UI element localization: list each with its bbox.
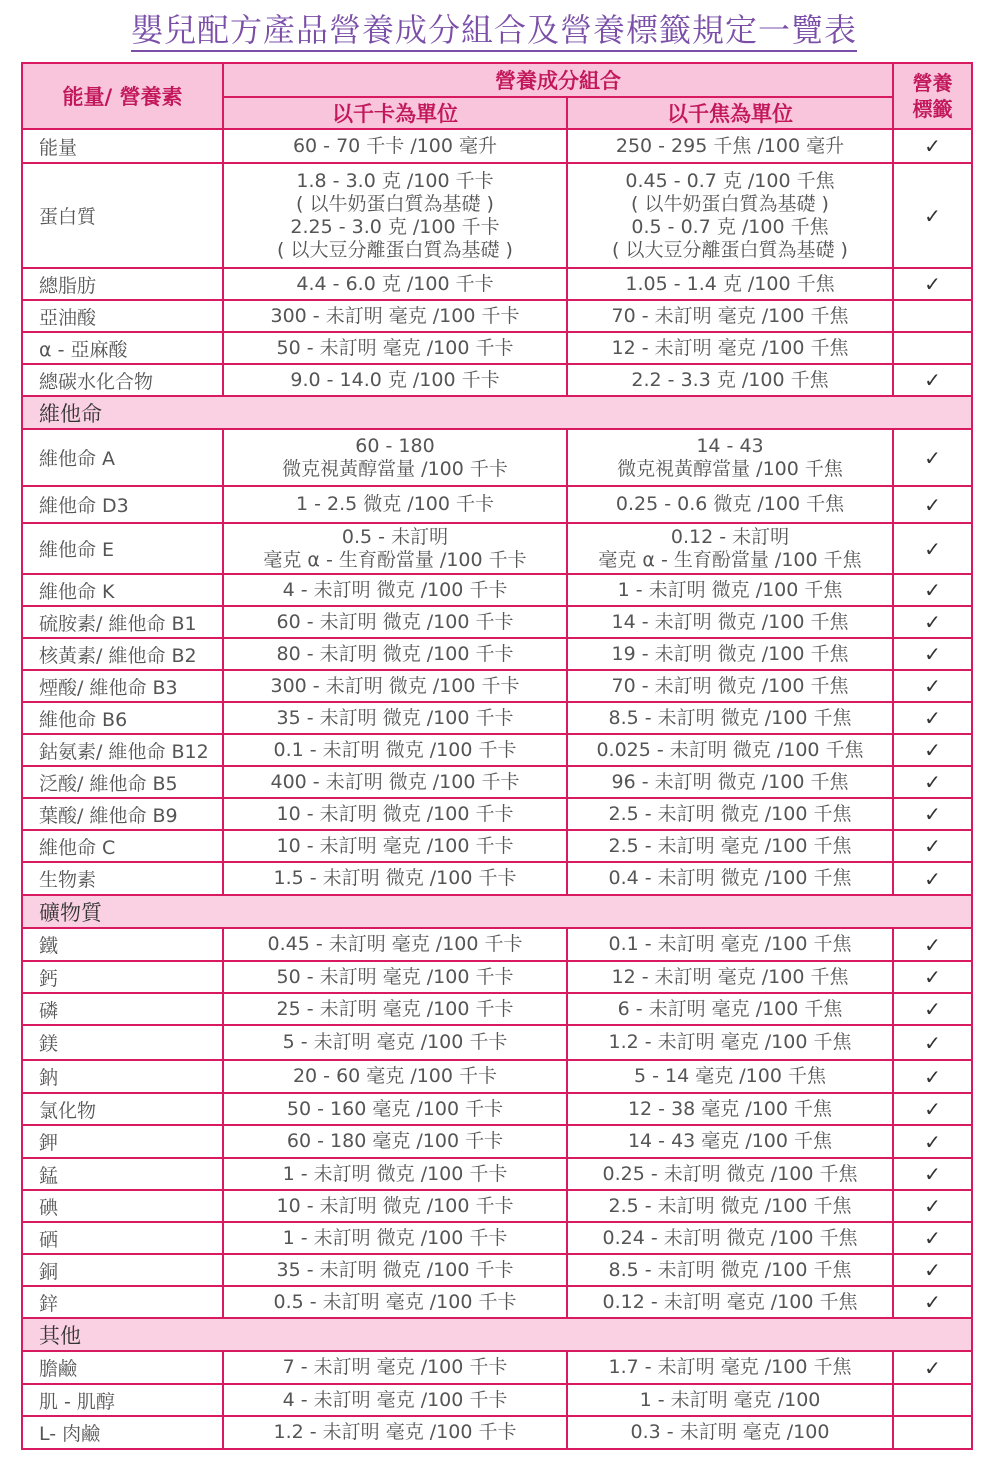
value-per-kj [567,734,893,766]
label-check-mark: ✓ [893,734,972,766]
value-per-kcal [223,1254,567,1286]
value-line: 10 - 未訂明 微克 /100 千卡 [276,802,514,825]
value-line: 1 - 未訂明 毫克 /100 [639,1388,821,1411]
section-title: 其他 [22,1318,972,1351]
value-line: 300 - 未訂明 微克 /100 千卡 [270,674,520,697]
per-kj-header: 以千焦為單位 [567,97,893,129]
value-per-kj [567,523,893,574]
label-check-mark: ✓ [893,638,972,670]
value-line: 25 - 未訂明 毫克 /100 千卡 [276,997,514,1020]
value-per-kj [567,1125,893,1158]
value-per-kj [567,300,893,332]
table-row [22,638,972,670]
value-per-kcal [223,1025,567,1060]
label-check-mark: ✓ [893,574,972,606]
value-per-kcal [223,734,567,766]
value-line: 2.25 - 3.0 克 /100 千卡 [290,215,500,238]
label-check-mark: ✓ [893,798,972,830]
label-check-mark: ✓ [893,766,972,798]
label-check-mark: ✓ [893,862,972,895]
nutrient-name: 鈉 [22,1060,223,1093]
value-per-kcal [223,1158,567,1190]
value-line: 60 - 180 [355,434,435,457]
value-per-kcal [223,798,567,830]
value-line: 12 - 未訂明 毫克 /100 千焦 [611,336,849,359]
value-per-kcal [223,961,567,993]
value-line: 400 - 未訂明 微克 /100 千卡 [270,770,520,793]
label-check-mark: ✓ [893,702,972,734]
value-line: 70 - 未訂明 毫克 /100 千焦 [611,304,849,327]
nutrient-name: 維他命 D3 [22,486,223,523]
value-line: 20 - 60 毫克 /100 千卡 [292,1065,498,1087]
nutrient-name: 氯化物 [22,1093,223,1125]
value-line: 70 - 未訂明 微克 /100 千焦 [611,674,849,697]
value-line: 6 - 未訂明 毫克 /100 千焦 [617,997,843,1020]
value-line: 1 - 未訂明 微克 /100 千卡 [282,1226,508,1249]
label-check-mark: ✓ [893,1222,972,1254]
value-line: 1.05 - 1.4 克 /100 千焦 [625,272,835,295]
value-per-kj [567,1384,893,1416]
value-line: 微克視黃醇當量 /100 千焦 [617,457,843,480]
value-line: 2.5 - 未訂明 毫克 /100 千焦 [608,834,852,857]
table-row [22,1286,972,1318]
value-per-kj [567,928,893,961]
value-line: 19 - 未訂明 微克 /100 千焦 [611,642,849,665]
value-line: 1 - 2.5 微克 /100 千卡 [295,493,495,515]
value-per-kcal [223,1222,567,1254]
value-per-kcal [223,830,567,862]
value-line: 1.2 - 未訂明 毫克 /100 千焦 [608,1031,852,1053]
nutrient-name: 硫胺素/ 維他命 B1 [22,606,223,638]
value-per-kj [567,798,893,830]
value-line: 微克視黃醇當量 /100 千卡 [282,457,508,480]
label-column-header: 營養 標籤 [893,63,972,129]
nutrient-name: 鈷氨素/ 維他命 B12 [22,734,223,766]
value-per-kcal [223,1125,567,1158]
per-kcal-header: 以千卡為單位 [223,97,567,129]
value-per-kj [567,1190,893,1222]
nutrient-name: 鋅 [22,1286,223,1318]
label-check-mark [893,1384,972,1416]
nutrient-name: 維他命 B6 [22,702,223,734]
value-per-kj [567,1416,893,1449]
value-per-kcal [223,129,567,163]
value-per-kcal [223,1093,567,1125]
label-check-mark: ✓ [893,268,972,300]
label-check-mark: ✓ [893,670,972,702]
value-line: 2.2 - 3.3 克 /100 千焦 [631,368,829,391]
nutrient-name: 肌 - 肌醇 [22,1384,223,1416]
label-check-mark: ✓ [893,129,972,163]
value-per-kcal [223,670,567,702]
table-row [22,523,972,574]
value-per-kcal [223,993,567,1025]
value-per-kj [567,129,893,163]
nutrient-name: 生物素 [22,862,223,895]
table-row [22,1416,972,1449]
table-row [22,1093,972,1125]
value-per-kj [567,638,893,670]
value-per-kcal [223,332,567,364]
value-line: 5 - 14 毫克 /100 千焦 [634,1065,826,1087]
label-check-mark: ✓ [893,1190,972,1222]
value-line: 60 - 70 千卡 /100 毫升 [292,134,498,157]
nutrient-name: 能量 [22,129,223,163]
table-row [22,268,972,300]
table-row [22,961,972,993]
value-line: 0.12 - 未訂明 [670,525,790,548]
value-line: 12 - 未訂明 毫克 /100 千焦 [611,965,849,988]
nutrient-name: 膽鹼 [22,1351,223,1384]
value-per-kj [567,1060,893,1093]
value-line: 0.45 - 0.7 克 /100 千焦 [625,169,835,192]
value-per-kcal [223,429,567,486]
value-line: 1.2 - 未訂明 毫克 /100 千卡 [273,1421,517,1443]
nutrient-name: L- 肉鹼 [22,1416,223,1449]
value-line: 0.4 - 未訂明 微克 /100 千焦 [608,867,852,889]
section-row [22,1318,972,1351]
value-line: 0.12 - 未訂明 毫克 /100 千焦 [602,1290,858,1313]
nutrient-name: 鐵 [22,928,223,961]
value-per-kcal [223,1060,567,1093]
value-per-kj [567,1158,893,1190]
value-line: 2.5 - 未訂明 微克 /100 千焦 [608,802,852,825]
nutrient-name: 鈣 [22,961,223,993]
nutrient-name: 銅 [22,1254,223,1286]
value-per-kcal [223,523,567,574]
value-line: 1.8 - 3.0 克 /100 千卡 [296,169,494,192]
nutrient-name: 葉酸/ 維他命 B9 [22,798,223,830]
value-line: 1 - 未訂明 微克 /100 千卡 [282,1162,508,1185]
label-check-mark: ✓ [893,830,972,862]
value-line: 96 - 未訂明 微克 /100 千焦 [611,770,849,793]
value-line: ( 以牛奶蛋白質為基礎 ) [631,192,829,215]
value-per-kcal [223,862,567,895]
value-per-kcal [223,1351,567,1384]
value-line: 10 - 未訂明 毫克 /100 千卡 [276,834,514,857]
table-row [22,734,972,766]
table-row [22,862,972,895]
value-line: 35 - 未訂明 微克 /100 千卡 [276,1258,514,1281]
nutrient-name: 錳 [22,1158,223,1190]
nutrient-name: 維他命 E [22,523,223,574]
value-per-kcal [223,1286,567,1318]
value-per-kcal [223,1416,567,1449]
nutrient-name: 鎂 [22,1025,223,1060]
label-check-mark: ✓ [893,1254,972,1286]
composition-group-header: 營養成分組合 [223,63,893,97]
value-line: 14 - 43 毫克 /100 千焦 [627,1130,833,1152]
table-row [22,1222,972,1254]
value-line: 7 - 未訂明 毫克 /100 千卡 [282,1356,508,1378]
nutrient-name: 亞油酸 [22,300,223,332]
value-per-kj [567,364,893,396]
section-title: 維他命 [22,396,972,429]
value-per-kj [567,1286,893,1318]
value-per-kj [567,574,893,606]
value-line: 4 - 未訂明 毫克 /100 千卡 [282,1388,508,1411]
header-row [22,63,972,97]
label-check-mark: ✓ [893,1060,972,1093]
label-check-mark: ✓ [893,429,972,486]
table-row [22,606,972,638]
value-line: 250 - 295 千焦 /100 毫升 [615,134,845,157]
value-line: 5 - 未訂明 毫克 /100 千卡 [282,1031,508,1053]
value-per-kj [567,961,893,993]
nutrient-name: 維他命 C [22,830,223,862]
nutrient-name: 煙酸/ 維他命 B3 [22,670,223,702]
label-check-mark: ✓ [893,1025,972,1060]
table-row [22,1060,972,1093]
table-row [22,1158,972,1190]
table-row [22,1190,972,1222]
label-check-mark: ✓ [893,364,972,396]
value-line: 0.5 - 未訂明 [341,525,449,548]
table-row [22,1025,972,1060]
value-line: 50 - 160 毫克 /100 千卡 [286,1097,504,1120]
value-per-kcal [223,766,567,798]
value-per-kj [567,702,893,734]
value-per-kj [567,830,893,862]
value-per-kcal [223,638,567,670]
value-line: 60 - 180 毫克 /100 千卡 [286,1130,504,1152]
table-row [22,574,972,606]
value-per-kcal [223,574,567,606]
value-line: 2.5 - 未訂明 微克 /100 千焦 [608,1194,852,1217]
value-per-kcal [223,1190,567,1222]
nutrient-table [21,62,973,1450]
value-line: 4.4 - 6.0 克 /100 千卡 [296,272,494,295]
table-row [22,486,972,523]
nutrient-name: 硒 [22,1222,223,1254]
value-line: 1.7 - 未訂明 毫克 /100 千焦 [608,1356,852,1378]
value-line: 8.5 - 未訂明 微克 /100 千焦 [608,1258,852,1281]
section-row [22,396,972,429]
table-row [22,1254,972,1286]
value-line: 14 - 43 [696,434,764,457]
value-per-kj [567,163,893,268]
value-line: 0.1 - 未訂明 毫克 /100 千焦 [608,933,852,955]
value-per-kj [567,1025,893,1060]
section-title: 礦物質 [22,895,972,928]
table-row [22,702,972,734]
table-row [22,798,972,830]
value-line: 50 - 未訂明 毫克 /100 千卡 [276,336,514,359]
value-per-kj [567,429,893,486]
table-row [22,429,972,486]
value-per-kj [567,670,893,702]
table-row [22,766,972,798]
value-line: 1 - 未訂明 微克 /100 千焦 [617,578,843,601]
value-per-kj [567,993,893,1025]
value-per-kcal [223,486,567,523]
value-line: 0.5 - 未訂明 毫克 /100 千卡 [273,1290,517,1313]
value-per-kj [567,1093,893,1125]
label-check-mark [893,332,972,364]
label-check-mark: ✓ [893,523,972,574]
section-row [22,895,972,928]
value-line: 0.24 - 未訂明 微克 /100 千焦 [602,1226,858,1249]
nutrient-name: 維他命 K [22,574,223,606]
value-line: 50 - 未訂明 毫克 /100 千卡 [276,965,514,988]
value-line: 0.1 - 未訂明 微克 /100 千卡 [273,738,517,761]
label-check-mark: ✓ [893,486,972,523]
table-row [22,332,972,364]
value-per-kj [567,332,893,364]
value-per-kcal [223,606,567,638]
value-line: 80 - 未訂明 微克 /100 千卡 [276,642,514,665]
value-per-kj [567,486,893,523]
nutrient-name: 維他命 A [22,429,223,486]
nutrient-name: 泛酸/ 維他命 B5 [22,766,223,798]
value-line: 4 - 未訂明 微克 /100 千卡 [282,578,508,601]
value-line: ( 以大豆分離蛋白質為基礎 ) [277,238,513,261]
value-per-kj [567,862,893,895]
nutrient-name: 碘 [22,1190,223,1222]
nutrient-name: α - 亞麻酸 [22,332,223,364]
label-check-mark: ✓ [893,1351,972,1384]
value-per-kj [567,268,893,300]
value-per-kj [567,766,893,798]
value-per-kj [567,1254,893,1286]
value-line: 300 - 未訂明 毫克 /100 千卡 [270,304,520,327]
label-check-mark: ✓ [893,1093,972,1125]
value-line: 35 - 未訂明 微克 /100 千卡 [276,706,514,729]
value-line: 10 - 未訂明 微克 /100 千卡 [276,1194,514,1217]
value-line: 8.5 - 未訂明 微克 /100 千焦 [608,706,852,729]
nutrient-name: 總脂肪 [22,268,223,300]
label-check-mark: ✓ [893,163,972,268]
value-line: 1.5 - 未訂明 微克 /100 千卡 [273,867,517,889]
value-per-kcal [223,1384,567,1416]
value-line: 9.0 - 14.0 克 /100 千卡 [290,368,500,391]
nutrient-name: 總碳水化合物 [22,364,223,396]
value-line: ( 以大豆分離蛋白質為基礎 ) [612,238,848,261]
label-check-mark: ✓ [893,961,972,993]
nutrient-column-header: 能量/ 營養素 [22,63,223,129]
value-per-kcal [223,364,567,396]
label-check-mark: ✓ [893,1286,972,1318]
table-row [22,1351,972,1384]
value-per-kj [567,606,893,638]
nutrient-name: 核黃素/ 維他命 B2 [22,638,223,670]
label-check-mark: ✓ [893,993,972,1025]
table-row [22,993,972,1025]
value-line: 毫克 α - 生育酚當量 /100 千焦 [598,548,862,571]
table-row [22,364,972,396]
table-row [22,928,972,961]
page-title: 嬰兒配方產品營養成分組合及營養標籤規定一覽表 [0,6,988,54]
value-line: 0.3 - 未訂明 毫克 /100 [630,1421,830,1443]
value-per-kcal [223,702,567,734]
table-row [22,670,972,702]
label-check-mark: ✓ [893,928,972,961]
table-row [22,300,972,332]
label-check-mark: ✓ [893,1158,972,1190]
value-line: 毫克 α - 生育酚當量 /100 千卡 [263,548,527,571]
value-per-kcal [223,163,567,268]
table-row [22,163,972,268]
value-line: ( 以牛奶蛋白質為基礎 ) [296,192,494,215]
table-row [22,1125,972,1158]
value-line: 0.025 - 未訂明 微克 /100 千焦 [596,738,864,761]
nutrient-name: 蛋白質 [22,163,223,268]
value-line: 12 - 38 毫克 /100 千焦 [627,1097,833,1120]
table-row [22,1384,972,1416]
value-per-kj [567,1351,893,1384]
value-line: 60 - 未訂明 微克 /100 千卡 [276,610,514,633]
nutrient-name: 鉀 [22,1125,223,1158]
nutrient-name: 磷 [22,993,223,1025]
value-per-kcal [223,268,567,300]
table-row [22,129,972,163]
value-line: 0.45 - 未訂明 毫克 /100 千卡 [267,933,523,955]
table-row [22,830,972,862]
value-line: 0.25 - 0.6 微克 /100 千焦 [615,493,845,515]
value-line: 14 - 未訂明 微克 /100 千焦 [611,610,849,633]
value-line: 0.25 - 未訂明 微克 /100 千焦 [602,1162,858,1185]
label-check-mark [893,300,972,332]
value-per-kj [567,1222,893,1254]
value-line: 0.5 - 0.7 克 /100 千焦 [631,215,829,238]
value-per-kcal [223,300,567,332]
value-per-kcal [223,928,567,961]
label-check-mark: ✓ [893,606,972,638]
label-check-mark [893,1416,972,1449]
label-check-mark: ✓ [893,1125,972,1158]
